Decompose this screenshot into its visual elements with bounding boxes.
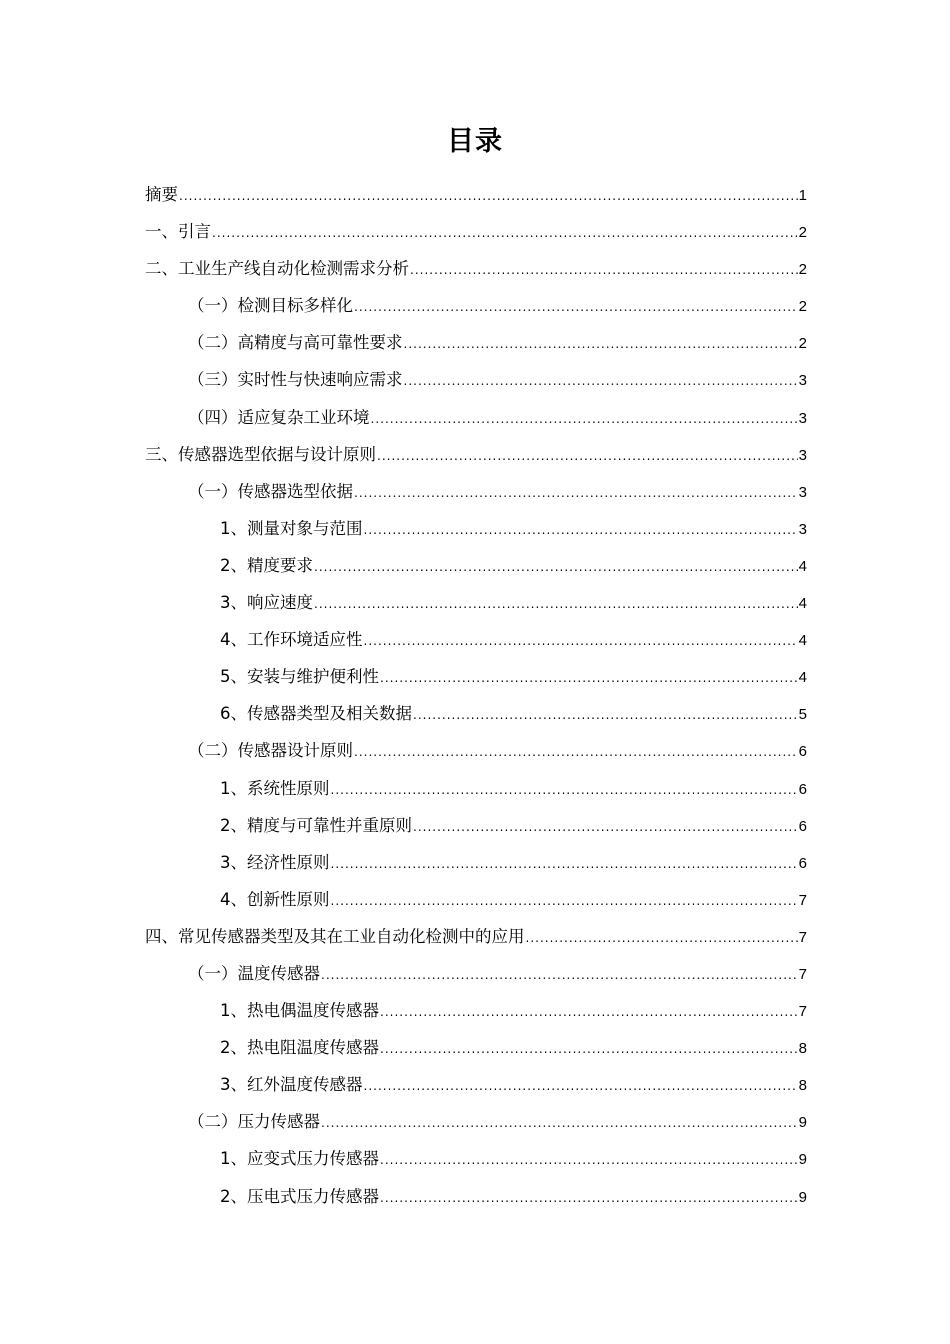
toc-entry[interactable] <box>145 213 807 250</box>
toc-entry-label: （二）高精度与高可靠性要求 <box>188 333 403 353</box>
toc-dot-leader <box>354 475 798 512</box>
toc-page-number: 3 <box>798 409 807 427</box>
toc-dot-leader <box>380 1180 798 1217</box>
toc-page-number: 8 <box>798 1077 807 1095</box>
toc-page-number: 7 <box>798 1003 807 1021</box>
toc-entry[interactable] <box>145 992 807 1029</box>
toc-dot-leader <box>331 846 798 883</box>
toc-page-number: 2 <box>798 298 807 316</box>
toc-page-number: 4 <box>798 669 807 687</box>
toc-entry-label: 四、常见传感器类型及其在工业自动化检测中的应用 <box>145 926 525 946</box>
toc-entry[interactable] <box>145 1066 807 1103</box>
toc-entry[interactable] <box>145 473 807 510</box>
toc-entry[interactable] <box>145 1029 807 1066</box>
toc-entry-label: 4、创新性原则 <box>220 889 330 909</box>
toc-entry-label: （三）实时性与快速响应需求 <box>188 370 403 390</box>
toc-entry-label: （一）传感器选型依据 <box>188 481 353 501</box>
toc-dot-leader <box>321 957 798 994</box>
toc-entry-label: 1、应变式压力传感器 <box>220 1149 379 1169</box>
toc-dot-leader <box>364 1068 798 1105</box>
toc-page-number: 9 <box>798 1188 807 1206</box>
toc-entry[interactable] <box>145 399 807 436</box>
toc-dot-leader <box>380 1142 798 1179</box>
toc-dot-leader <box>413 697 798 734</box>
toc-dot-leader <box>331 883 798 920</box>
toc-entry[interactable] <box>145 881 807 918</box>
toc-page-number: 2 <box>798 261 807 279</box>
toc-page-number: 3 <box>798 446 807 464</box>
toc-dot-leader <box>413 809 798 846</box>
toc-dot-leader <box>380 994 798 1031</box>
toc-entry[interactable] <box>145 770 807 807</box>
toc-page-number: 9 <box>798 1151 807 1169</box>
toc-entry[interactable] <box>145 695 807 732</box>
toc-entry-label: （二）压力传感器 <box>188 1112 320 1132</box>
toc-dot-leader <box>371 401 798 438</box>
toc-page-number: 8 <box>798 1040 807 1058</box>
toc-page-number: 2 <box>798 224 807 242</box>
toc-dot-leader <box>380 1031 798 1068</box>
toc-page-number: 3 <box>798 372 807 390</box>
toc-entry-label: （四）适应复杂工业环境 <box>188 407 370 427</box>
toc-entry-label: 2、热电阻温度传感器 <box>220 1038 379 1058</box>
toc-entry[interactable] <box>145 1103 807 1140</box>
toc-entry-label: 2、精度与可靠性并重原则 <box>220 815 412 835</box>
toc-dot-leader <box>377 438 798 475</box>
toc-dot-leader <box>404 363 798 400</box>
toc-page-number: 9 <box>798 1114 807 1132</box>
toc-entry-label: 二、工业生产线自动化检测需求分析 <box>145 259 409 279</box>
toc-entry[interactable] <box>145 287 807 324</box>
table-of-contents <box>145 176 807 1215</box>
toc-entry[interactable] <box>145 361 807 398</box>
toc-page-number: 7 <box>798 965 807 983</box>
toc-page-number: 4 <box>798 632 807 650</box>
toc-page-number: 5 <box>798 706 807 724</box>
toc-dot-leader <box>179 178 798 215</box>
toc-entry-label: 1、热电偶温度传感器 <box>220 1001 379 1021</box>
toc-entry-label: 3、红外温度传感器 <box>220 1075 363 1095</box>
toc-entry-label: 1、测量对象与范围 <box>220 518 363 538</box>
toc-page-number: 4 <box>798 557 807 575</box>
toc-entry[interactable] <box>145 955 807 992</box>
toc-dot-leader <box>526 920 798 957</box>
toc-entry-label: 3、响应速度 <box>220 593 313 613</box>
toc-page-number: 2 <box>798 335 807 353</box>
toc-entry-label: 三、传感器选型依据与设计原则 <box>145 444 376 464</box>
toc-entry[interactable] <box>145 621 807 658</box>
toc-dot-leader <box>331 772 798 809</box>
toc-entry-label: 3、经济性原则 <box>220 852 330 872</box>
toc-entry-label: 摘要 <box>145 185 178 204</box>
toc-dot-leader <box>354 734 798 771</box>
toc-entry-label: （一）检测目标多样化 <box>188 296 353 316</box>
toc-entry[interactable] <box>145 1140 807 1177</box>
toc-entry-label: 6、传感器类型及相关数据 <box>220 704 412 724</box>
toc-entry[interactable] <box>145 324 807 361</box>
toc-dot-leader <box>314 586 798 623</box>
toc-dot-leader <box>380 660 798 697</box>
toc-entry[interactable] <box>145 844 807 881</box>
toc-dot-leader <box>314 549 798 586</box>
toc-page-number: 7 <box>798 928 807 946</box>
toc-dot-leader <box>364 512 798 549</box>
toc-entry-label: 2、压电式压力传感器 <box>220 1186 379 1206</box>
toc-entry[interactable] <box>145 547 807 584</box>
toc-page-number: 6 <box>798 780 807 798</box>
toc-dot-leader <box>321 1105 798 1142</box>
toc-page-number: 7 <box>798 891 807 909</box>
toc-page-number: 3 <box>798 483 807 501</box>
toc-entry[interactable] <box>145 1178 807 1215</box>
toc-entry[interactable] <box>145 807 807 844</box>
page-title: 目录 <box>447 126 503 157</box>
toc-dot-leader <box>410 252 798 289</box>
toc-entry-label: （一）温度传感器 <box>188 963 320 983</box>
toc-entry-label: 2、精度要求 <box>220 555 313 575</box>
toc-page-number: 6 <box>798 854 807 872</box>
toc-entry[interactable] <box>145 510 807 547</box>
toc-entry[interactable] <box>145 436 807 473</box>
toc-page-number: 6 <box>798 817 807 835</box>
toc-entry[interactable] <box>145 250 807 287</box>
toc-entry[interactable] <box>145 584 807 621</box>
toc-page-number: 4 <box>798 595 807 613</box>
toc-page-number: 1 <box>798 187 807 204</box>
toc-entry-label: 5、安装与维护便利性 <box>220 667 379 687</box>
toc-entry[interactable] <box>145 732 807 769</box>
toc-dot-leader <box>212 215 798 252</box>
toc-entry-label: 1、系统性原则 <box>220 778 330 798</box>
toc-page-number: 6 <box>798 743 807 761</box>
toc-dot-leader <box>354 289 798 326</box>
toc-entry-label: 一、引言 <box>145 222 211 242</box>
toc-entry[interactable] <box>145 658 807 695</box>
toc-entry-label: （二）传感器设计原则 <box>188 741 353 761</box>
toc-page-number: 3 <box>798 520 807 538</box>
toc-entry[interactable] <box>145 918 807 955</box>
toc-entry-label: 4、工作环境适应性 <box>220 630 363 650</box>
toc-dot-leader <box>364 623 798 660</box>
toc-dot-leader <box>404 326 798 363</box>
toc-entry[interactable] <box>145 176 807 213</box>
